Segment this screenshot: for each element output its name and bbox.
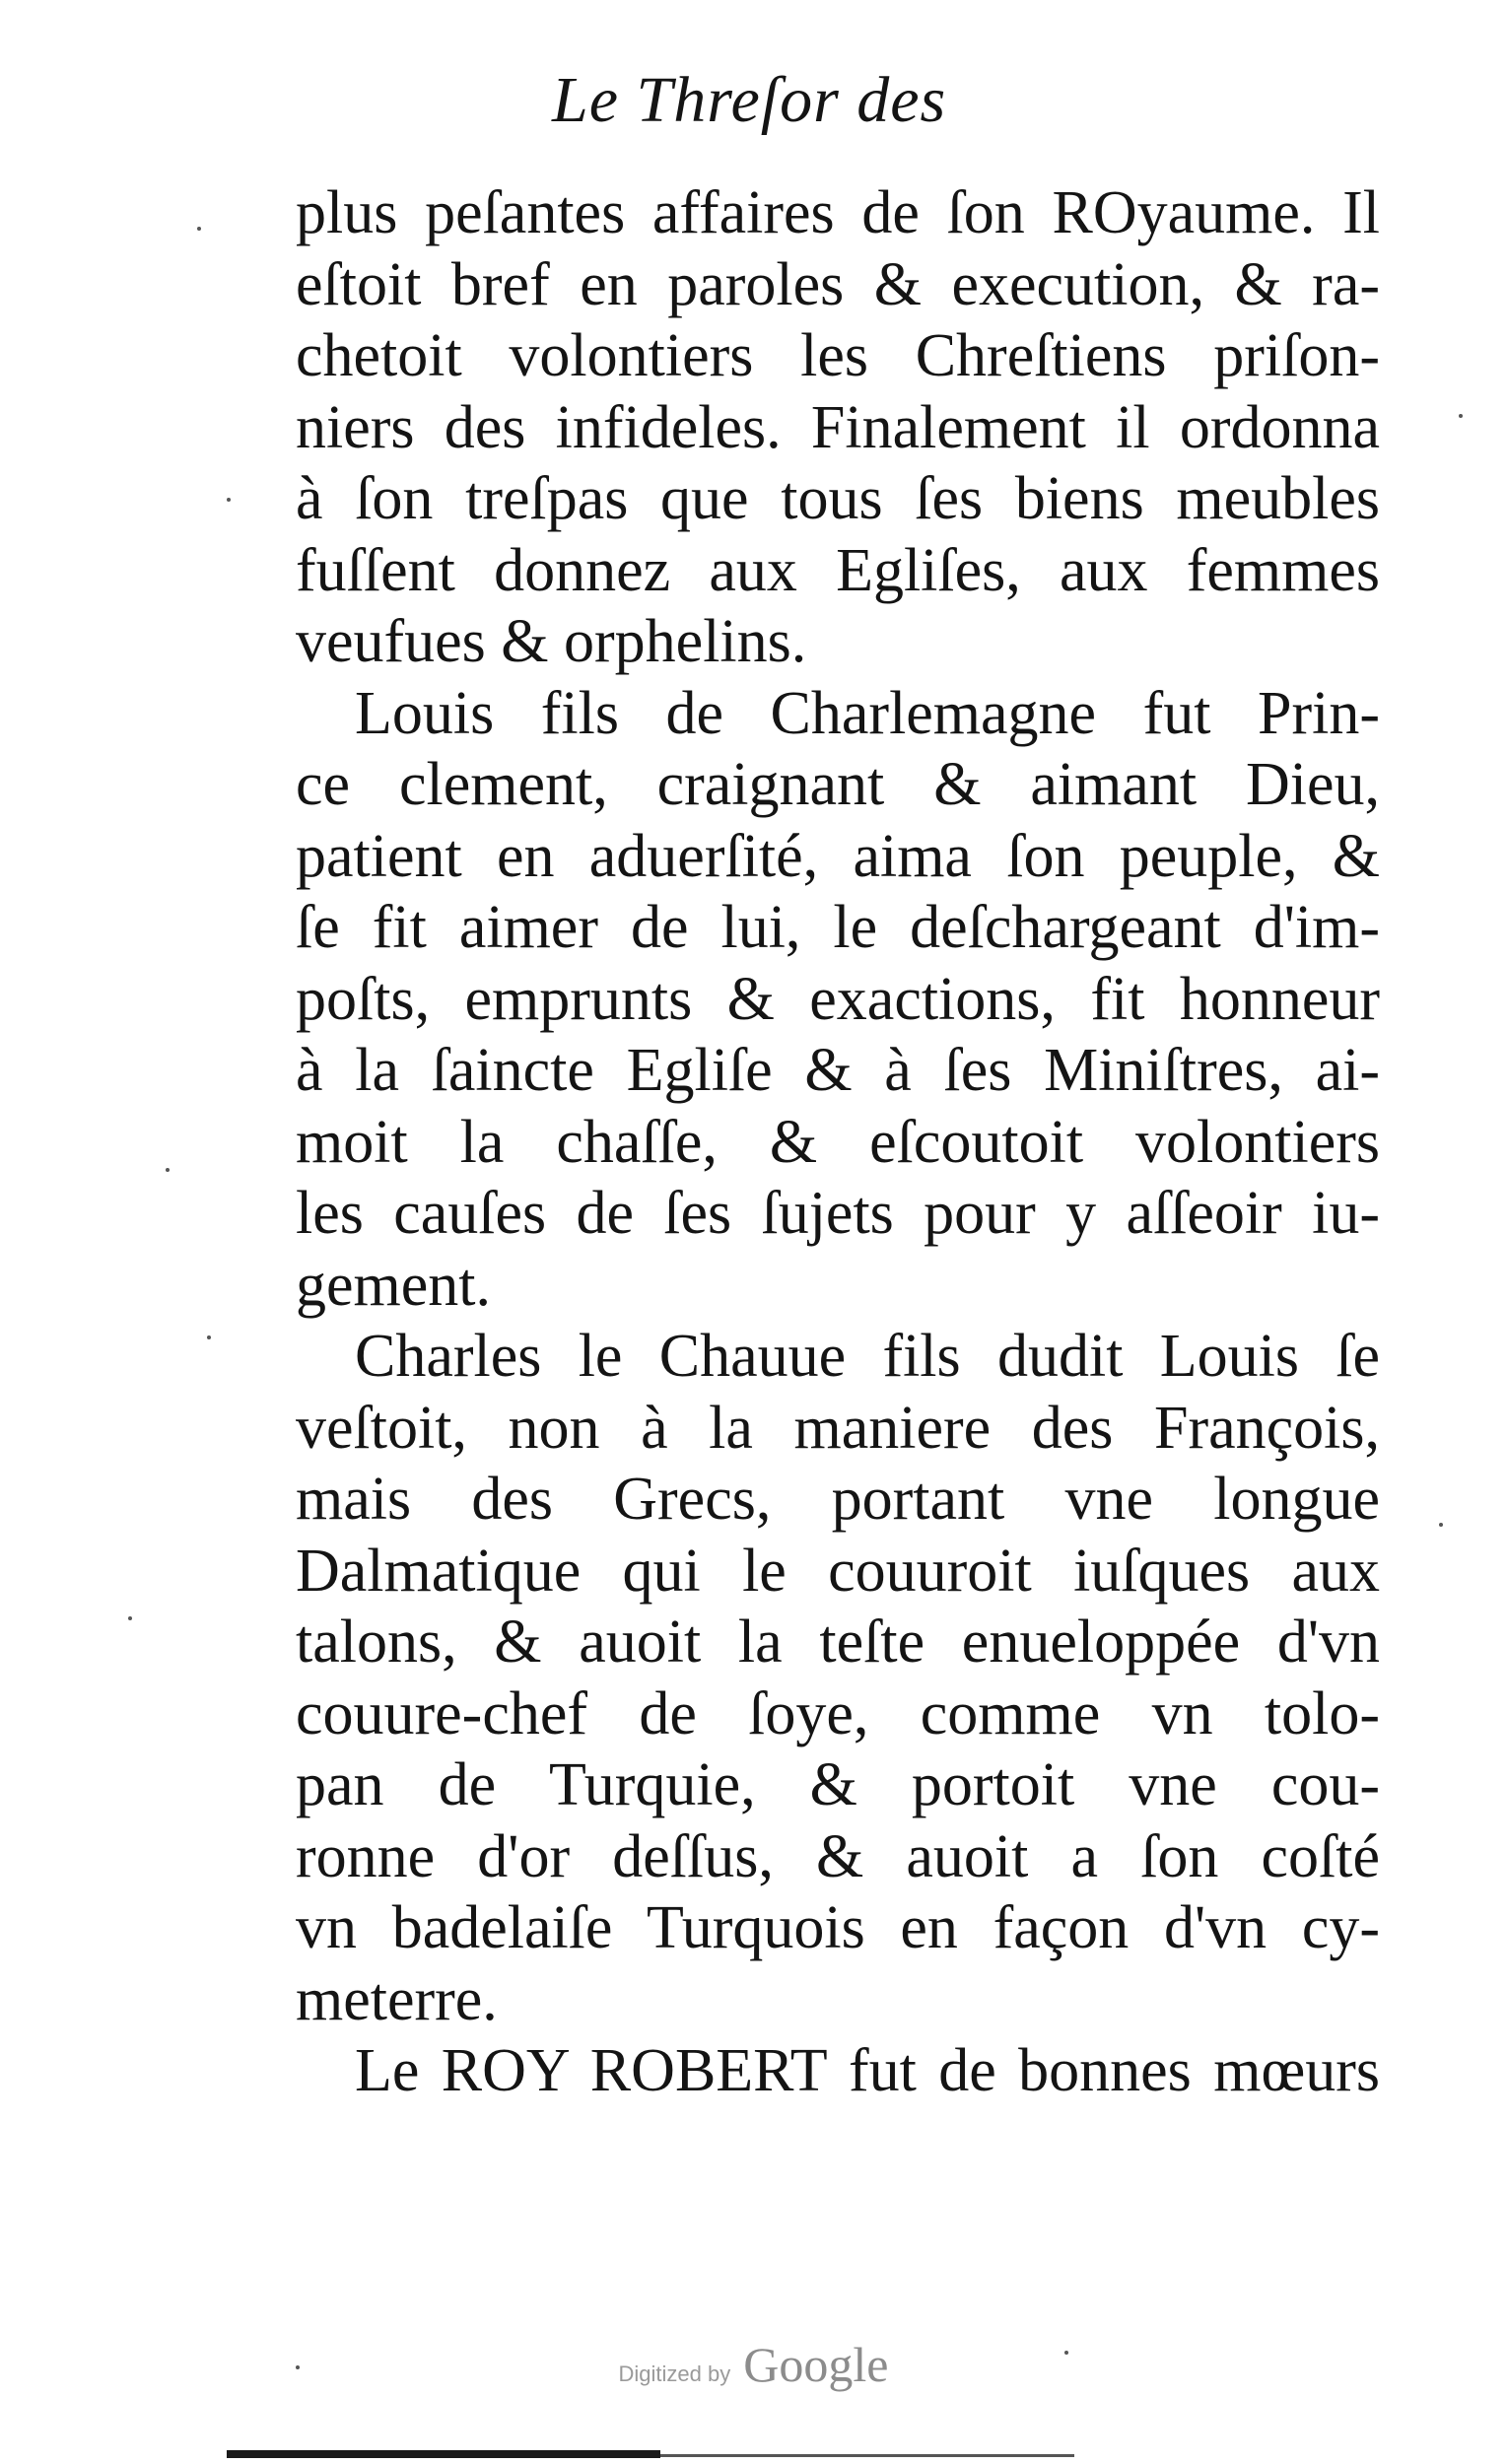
scan-speck xyxy=(296,2365,300,2369)
scan-edge-rule xyxy=(227,2450,660,2458)
text-line: meterre. xyxy=(296,1965,498,2033)
scan-speck xyxy=(197,227,201,231)
scan-speck xyxy=(128,1616,132,1620)
text-line: couure-chef de ſoye, comme vn tolo- xyxy=(296,1679,1380,1747)
text-line: veſtoit, non à la maniere des François, xyxy=(296,1394,1380,1462)
text-line: plus peſantes affaires de ſon ROyaume. Il xyxy=(296,179,1380,246)
text-line: niers des infideles. Finalement il ordonna xyxy=(296,393,1380,461)
scan-speck xyxy=(227,498,231,502)
text-line: ronne d'or deſſus, & auoit a ſon coſté xyxy=(296,1822,1380,1890)
scan-speck xyxy=(1459,414,1463,418)
text-line: mais des Grecs, portant vne longue xyxy=(296,1466,1380,1533)
scan-speck xyxy=(1439,1523,1443,1527)
text-line: poſts, emprunts & exactions, fit honneur xyxy=(296,965,1380,1033)
text-line: eſtoit bref en paroles & execution, & ra- xyxy=(296,250,1380,318)
text-line: chetoit volontiers les Chreſtiens priſon- xyxy=(296,322,1380,389)
text-line: vn badelaiſe Turquois en façon d'vn cy- xyxy=(296,1894,1380,1961)
scan-edge-rule-thin xyxy=(660,2454,1074,2457)
text-line: patient en aduerſité, aima ſon peuple, & xyxy=(296,822,1380,890)
scan-speck xyxy=(166,1168,170,1172)
text-line: ce clement, craignant & aimant Dieu, xyxy=(296,751,1380,818)
text-line: veufues & orphelins. xyxy=(296,608,807,675)
paragraph-start-line: Charles le Chauue fils dudit Louis ſe xyxy=(355,1323,1380,1390)
paragraph-start-line: Le ROY ROBERT fut de bonnes mœurs xyxy=(355,2037,1380,2104)
text-line: pan de Turquie, & portoit vne cou- xyxy=(296,1751,1380,1818)
digitized-label: Digitized by xyxy=(618,2361,731,2386)
text-line: moit la chaſſe, & eſcoutoit volontiers xyxy=(296,1108,1380,1176)
text-line: ſe fit aimer de lui, le deſchargeant d'im- xyxy=(296,894,1380,961)
body-text xyxy=(296,177,1380,2107)
running-head: Le Threſor des xyxy=(552,64,947,136)
digitized-watermark xyxy=(0,2336,1507,2393)
scan-speck xyxy=(207,1335,211,1339)
text-line: les cauſes de ſes ſujets pour y aſſeoir iu- xyxy=(296,1180,1380,1247)
text-line: à la ſaincte Egliſe & à ſes Miniſtres, ai- xyxy=(296,1037,1380,1104)
scan-speck xyxy=(1064,2351,1068,2355)
text-line: Dalmatique qui le couuroit iuſques aux xyxy=(296,1537,1380,1605)
text-line: fuſſent donnez aux Egliſes, aux femmes xyxy=(296,536,1380,604)
google-logo: Google xyxy=(743,2337,889,2392)
paragraph-start-line: Louis fils de Charlemagne fut Prin- xyxy=(355,679,1380,747)
text-line: gement. xyxy=(296,1251,491,1319)
text-line: talons, & auoit la teſte enueloppée d'vn xyxy=(296,1608,1380,1676)
text-line: à ſon treſpas que tous ſes biens meubles xyxy=(296,465,1380,532)
